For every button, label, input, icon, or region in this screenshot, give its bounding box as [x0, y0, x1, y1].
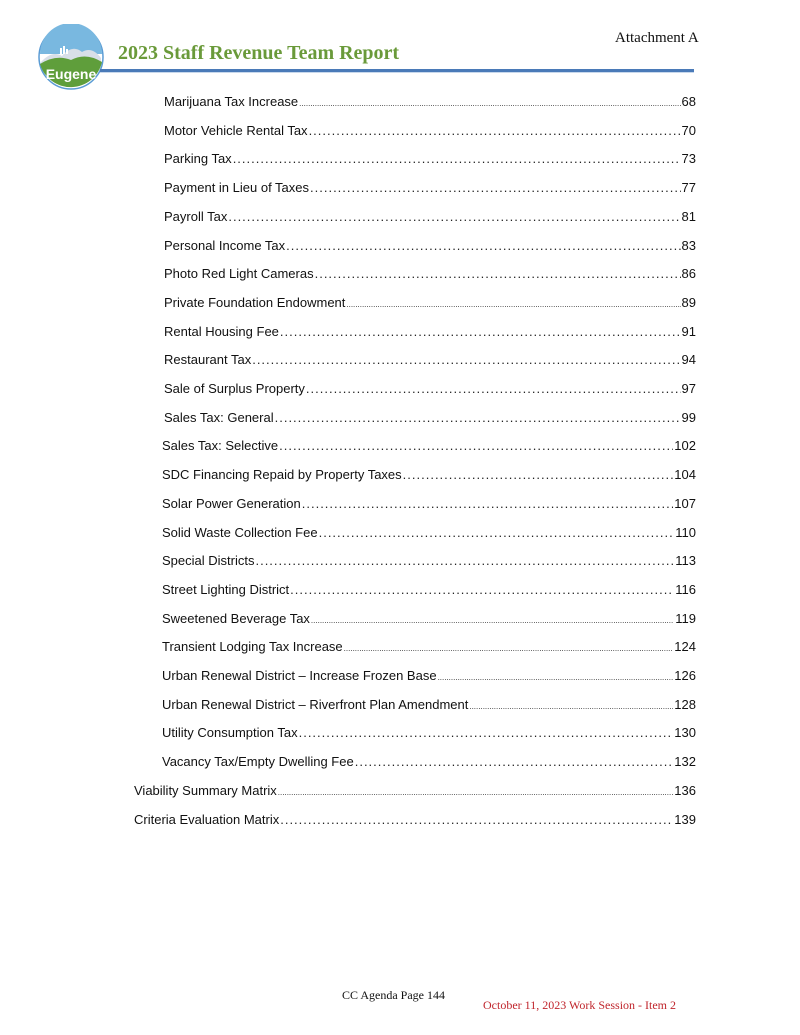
- toc-entry[interactable]: [134, 810, 696, 830]
- toc-leader-dots: [310, 178, 681, 198]
- attachment-label: Attachment A: [615, 30, 699, 46]
- toc-entry[interactable]: [162, 609, 696, 629]
- toc-leader-dots: [255, 551, 674, 571]
- toc-entry-page-number: 107: [674, 495, 696, 511]
- toc-entry-title: Vacancy Tax/Empty Dwelling Fee: [162, 754, 354, 770]
- toc-entry[interactable]: [162, 637, 696, 657]
- toc-leader-dots: [344, 639, 674, 659]
- toc-entry-page-number: 83: [681, 237, 696, 253]
- toc-entry[interactable]: [164, 264, 696, 284]
- toc-leader-dots: [469, 697, 673, 717]
- toc-entry-title: Urban Renewal District – Riverfront Plan Amendment: [162, 696, 469, 712]
- toc-leader-dots: [306, 379, 681, 399]
- toc-entry-title: Sweetened Beverage Tax: [162, 610, 310, 626]
- toc-entry[interactable]: [164, 322, 696, 342]
- toc-entry-title: Motor Vehicle Rental Tax: [164, 122, 308, 138]
- toc-entry-title: Street Lighting District: [162, 581, 290, 597]
- toc-leader-dots: [319, 523, 675, 543]
- toc-entry[interactable]: [162, 494, 696, 514]
- toc-leader-dots: [403, 465, 674, 485]
- toc-entry-page-number: 102: [674, 438, 696, 454]
- toc-leader-dots: [438, 668, 674, 688]
- toc-leader-dots: [302, 494, 674, 514]
- toc-leader-dots: [278, 783, 674, 803]
- toc-entry[interactable]: [162, 523, 696, 543]
- toc-entry-title: Urban Renewal District – Increase Frozen Base: [162, 668, 437, 683]
- report-title: 2023 Staff Revenue Team Report: [118, 42, 400, 64]
- toc-entry[interactable]: [162, 551, 696, 571]
- eugene-logo: [38, 24, 104, 90]
- toc-leader-dots: [290, 580, 674, 600]
- toc-leader-dots: [233, 149, 681, 169]
- toc-entry[interactable]: [134, 781, 696, 801]
- toc-entry-page-number: 113: [675, 553, 696, 569]
- toc-entry-title: Photo Red Light Cameras: [164, 266, 314, 282]
- toc-entry-title: Transient Lodging Tax Increase: [162, 639, 343, 655]
- toc-entry[interactable]: [162, 723, 696, 743]
- logo-text: Eugene: [45, 66, 97, 82]
- toc-entry-title: Parking Tax: [164, 151, 232, 167]
- toc-entry-page-number: 70: [681, 122, 696, 138]
- toc-entry-page-number: 91: [681, 323, 696, 339]
- toc-entry[interactable]: [164, 236, 696, 256]
- header-rule: [100, 69, 694, 73]
- toc-entry[interactable]: [162, 580, 696, 600]
- toc-entry[interactable]: [164, 92, 696, 112]
- toc-entry-page-number: 132: [674, 754, 696, 770]
- toc-entry[interactable]: [162, 465, 696, 485]
- toc-leader-dots: [299, 723, 674, 743]
- toc-leader-dots: [309, 121, 681, 141]
- toc-entry-title: Criteria Evaluation Matrix: [134, 811, 280, 827]
- toc-entry-title: Payment in Lieu of Taxes: [164, 180, 310, 196]
- toc-entry-page-number: 94: [681, 352, 696, 368]
- toc-entry-page-number: 68: [681, 94, 696, 109]
- toc-entry-page-number: 124: [674, 639, 696, 655]
- toc-leader-dots: [279, 436, 673, 456]
- toc-entry-page-number: 110: [675, 524, 696, 540]
- toc-entry[interactable]: [164, 121, 696, 141]
- toc-leader-dots: [275, 408, 681, 428]
- toc-leader-dots: [280, 810, 673, 830]
- toc-entry-title: Payroll Tax: [164, 208, 228, 224]
- toc-leader-dots: [355, 752, 674, 772]
- toc-leader-dots: [228, 207, 680, 227]
- toc-entry-title: Solid Waste Collection Fee: [162, 524, 318, 540]
- toc-leader-dots: [280, 322, 681, 342]
- toc-entry-title: Sales Tax: General: [164, 409, 274, 425]
- agenda-page-footer: CC Agenda Page 144: [342, 988, 445, 1002]
- toc-entry[interactable]: [162, 695, 696, 715]
- toc-entry-title: SDC Financing Repaid by Property Taxes: [162, 467, 402, 483]
- toc-entry[interactable]: [164, 293, 696, 313]
- toc-entry-title: Special Districts: [162, 553, 255, 569]
- toc-entry-title: Sale of Surplus Property: [164, 381, 305, 396]
- toc-entry-page-number: 128: [674, 696, 696, 712]
- toc-entry[interactable]: [164, 178, 696, 198]
- toc-entry-title: Utility Consumption Tax: [162, 725, 298, 741]
- toc-entry-title: Private Foundation Endowment: [164, 294, 346, 310]
- toc-entry-page-number: 77: [681, 180, 696, 196]
- work-session-footer: October 11, 2023 Work Session - Item 2: [483, 998, 677, 1012]
- toc-leader-dots: [346, 295, 680, 315]
- toc-entry-page-number: 86: [681, 266, 696, 282]
- toc-entry[interactable]: [164, 379, 696, 399]
- toc-leader-dots: [286, 236, 680, 256]
- toc-entry-title: Restaurant Tax: [164, 352, 252, 368]
- toc-entry-page-number: 89: [681, 294, 696, 310]
- toc-leader-dots: [311, 611, 674, 631]
- toc-entry[interactable]: [164, 408, 696, 428]
- toc-entry[interactable]: [164, 149, 696, 169]
- toc-entry-page-number: 99: [681, 409, 696, 425]
- toc-entry-title: Viability Summary Matrix: [134, 782, 277, 798]
- toc-entry-page-number: 116: [675, 581, 696, 597]
- toc-entry-page-number: 104: [674, 467, 696, 483]
- toc-entry-title: Sales Tax: Selective: [162, 438, 279, 454]
- toc-leader-dots: [252, 350, 680, 370]
- toc-entry[interactable]: [162, 436, 696, 456]
- toc-entry-page-number: 136: [674, 782, 696, 798]
- toc-entry[interactable]: [164, 207, 696, 227]
- toc-entry-title: Personal Income Tax: [164, 237, 286, 253]
- toc-entry-page-number: 97: [681, 381, 696, 396]
- toc-entry-page-number: 119: [675, 610, 696, 626]
- toc-leader-dots: [299, 94, 680, 114]
- toc-entry-title: Marijuana Tax Increase: [164, 94, 299, 109]
- toc-leader-dots: [315, 264, 681, 284]
- toc-entry-page-number: 73: [681, 151, 696, 167]
- toc-entry-page-number: 139: [674, 811, 696, 827]
- toc-entry-page-number: 130: [674, 725, 696, 741]
- toc-entry[interactable]: [164, 350, 696, 370]
- toc-entry-title: Solar Power Generation: [162, 495, 301, 511]
- toc-entry[interactable]: [162, 666, 696, 686]
- toc-entry-page-number: 126: [674, 668, 696, 683]
- toc-entry[interactable]: [162, 752, 696, 772]
- toc-entry-page-number: 81: [681, 208, 696, 224]
- toc-entry-title: Rental Housing Fee: [164, 323, 279, 339]
